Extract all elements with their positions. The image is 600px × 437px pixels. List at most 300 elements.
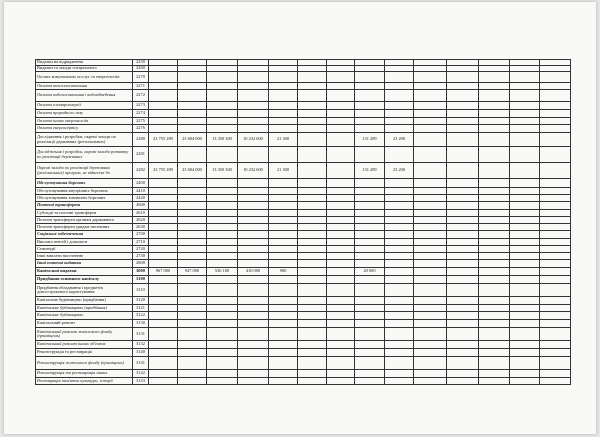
table-row xyxy=(36,217,571,224)
value-cell xyxy=(510,239,540,246)
value-cell xyxy=(355,224,385,231)
value-cell xyxy=(327,276,355,284)
value-cell xyxy=(207,147,238,163)
value-cell xyxy=(355,253,385,260)
value-cell xyxy=(149,118,178,125)
row-label: Поточні трансферти урядам іноземних xyxy=(36,224,133,231)
row-label: Капітальний ремонт житлового фонду (приміщень) xyxy=(36,328,133,341)
value-cell xyxy=(355,231,385,239)
value-cell xyxy=(540,260,571,268)
row-label: Придбання обладнання і предметів довгострокового користування xyxy=(36,284,133,297)
value-cell xyxy=(510,188,540,195)
value-cell xyxy=(238,341,269,349)
value-cell xyxy=(238,102,269,110)
value-cell xyxy=(149,239,178,246)
value-cell: 23 200 xyxy=(385,163,414,179)
value-cell xyxy=(269,328,298,341)
value-cell xyxy=(447,328,479,341)
value-cell xyxy=(269,202,298,210)
value-cell xyxy=(447,297,479,305)
row-label: Капітальне будівництво (придбання) xyxy=(36,305,133,312)
value-cell xyxy=(178,217,207,224)
value-cell xyxy=(178,253,207,260)
value-cell xyxy=(178,125,207,133)
value-cell xyxy=(298,231,327,239)
row-code: 3122 xyxy=(133,312,149,320)
table-row xyxy=(36,253,571,260)
value-cell xyxy=(269,320,298,328)
value-cell xyxy=(385,253,414,260)
table-row xyxy=(36,110,571,118)
value-cell xyxy=(327,370,355,378)
value-cell xyxy=(269,90,298,102)
row-code: 2260 xyxy=(133,66,149,72)
value-cell xyxy=(479,231,510,239)
table-row xyxy=(36,195,571,202)
value-cell xyxy=(385,341,414,349)
value-cell xyxy=(414,276,447,284)
table-row xyxy=(36,378,571,385)
value-cell: 21 300 xyxy=(269,163,298,179)
value-cell xyxy=(385,147,414,163)
row-code: 3141 xyxy=(133,357,149,370)
value-cell xyxy=(207,305,238,312)
value-cell xyxy=(327,72,355,83)
value-cell xyxy=(479,357,510,370)
value-cell: 23 755 289 xyxy=(149,163,178,179)
table-row xyxy=(36,320,571,328)
value-cell xyxy=(298,370,327,378)
row-code: 3140 xyxy=(133,349,149,357)
value-cell xyxy=(355,260,385,268)
row-label: Поточні трансферти xyxy=(36,202,133,210)
value-cell xyxy=(149,195,178,202)
value-cell xyxy=(327,305,355,312)
table-row xyxy=(36,312,571,320)
value-cell xyxy=(479,284,510,297)
value-cell xyxy=(385,210,414,217)
value-cell xyxy=(510,83,540,90)
value-cell xyxy=(298,239,327,246)
value-cell xyxy=(355,246,385,253)
value-cell xyxy=(269,246,298,253)
table-row xyxy=(36,328,571,341)
value-cell xyxy=(510,378,540,385)
value-cell xyxy=(238,83,269,90)
value-cell xyxy=(385,320,414,328)
row-label: Капітальні видатки xyxy=(36,268,133,276)
value-cell xyxy=(385,110,414,118)
value-cell xyxy=(510,72,540,83)
value-cell xyxy=(207,118,238,125)
value-cell xyxy=(207,378,238,385)
value-cell xyxy=(298,349,327,357)
value-cell xyxy=(149,276,178,284)
value-cell xyxy=(207,90,238,102)
table-row xyxy=(36,147,571,163)
value-cell xyxy=(385,370,414,378)
value-cell: 13 350 300 xyxy=(207,163,238,179)
value-cell xyxy=(269,118,298,125)
value-cell xyxy=(540,210,571,217)
row-code: 2281 xyxy=(133,147,149,163)
value-cell xyxy=(414,224,447,231)
value-cell xyxy=(207,253,238,260)
value-cell xyxy=(355,72,385,83)
value-cell xyxy=(479,217,510,224)
row-code: 2620 xyxy=(133,217,149,224)
value-cell xyxy=(414,297,447,305)
value-cell xyxy=(414,147,447,163)
value-cell xyxy=(269,370,298,378)
value-cell xyxy=(447,202,479,210)
value-cell xyxy=(327,102,355,110)
value-cell xyxy=(447,125,479,133)
value-cell xyxy=(447,370,479,378)
value-cell xyxy=(414,83,447,90)
value-cell xyxy=(149,370,178,378)
value-cell xyxy=(479,276,510,284)
value-cell xyxy=(355,125,385,133)
row-code: 2710 xyxy=(133,239,149,246)
row-label: Окремі заходи по реалізації державних (регіональних) програм, не віднесені до xyxy=(36,163,133,179)
value-cell xyxy=(327,195,355,202)
value-cell xyxy=(269,83,298,90)
value-cell xyxy=(327,118,355,125)
value-cell xyxy=(510,202,540,210)
value-cell xyxy=(298,328,327,341)
value-cell xyxy=(178,357,207,370)
value-cell xyxy=(207,328,238,341)
row-label: Дослідження і розробки, окремі заходи розвитку по реалізації державних xyxy=(36,147,133,163)
value-cell xyxy=(479,305,510,312)
value-cell xyxy=(447,305,479,312)
value-cell xyxy=(540,72,571,83)
value-cell xyxy=(207,83,238,90)
value-cell xyxy=(327,253,355,260)
row-code: 2600 xyxy=(133,202,149,210)
value-cell xyxy=(238,246,269,253)
value-cell xyxy=(269,147,298,163)
value-cell xyxy=(385,239,414,246)
value-cell xyxy=(385,312,414,320)
table-row xyxy=(36,357,571,370)
row-code: 2282 xyxy=(133,163,149,179)
value-cell xyxy=(540,179,571,188)
value-cell xyxy=(207,188,238,195)
value-cell xyxy=(327,83,355,90)
value-cell xyxy=(327,284,355,297)
value-cell xyxy=(298,246,327,253)
value-cell xyxy=(479,202,510,210)
value-cell xyxy=(149,125,178,133)
value-cell xyxy=(355,179,385,188)
value-cell xyxy=(355,312,385,320)
value-cell xyxy=(298,125,327,133)
value-cell xyxy=(447,231,479,239)
value-cell xyxy=(414,312,447,320)
value-cell xyxy=(327,217,355,224)
value-cell xyxy=(298,188,327,195)
value-cell xyxy=(178,188,207,195)
value-cell xyxy=(327,357,355,370)
table-row xyxy=(36,102,571,110)
value-cell xyxy=(269,260,298,268)
value-cell xyxy=(447,118,479,125)
value-cell xyxy=(298,378,327,385)
value-cell xyxy=(510,125,540,133)
value-cell xyxy=(385,231,414,239)
value-cell xyxy=(149,328,178,341)
value-cell xyxy=(238,147,269,163)
value-cell xyxy=(269,276,298,284)
table-row xyxy=(36,188,571,195)
value-cell xyxy=(385,195,414,202)
value-cell xyxy=(479,320,510,328)
value-cell xyxy=(510,179,540,188)
value-cell xyxy=(479,297,510,305)
row-label: Оплата електроенергії xyxy=(36,102,133,110)
value-cell xyxy=(355,349,385,357)
value-cell xyxy=(540,268,571,276)
value-cell xyxy=(479,179,510,188)
row-label: Реконструкція житлового фонду (приміщень) xyxy=(36,357,133,370)
value-cell xyxy=(207,276,238,284)
value-cell xyxy=(510,341,540,349)
value-cell xyxy=(385,276,414,284)
value-cell xyxy=(149,83,178,90)
value-cell xyxy=(414,378,447,385)
value-cell xyxy=(414,72,447,83)
row-label: Придбання основного капіталу xyxy=(36,276,133,284)
value-cell xyxy=(327,188,355,195)
value-cell xyxy=(479,253,510,260)
value-cell xyxy=(149,320,178,328)
value-cell xyxy=(269,297,298,305)
value-cell xyxy=(414,90,447,102)
value-cell xyxy=(238,224,269,231)
row-label: Капітальне будівництво (придбання) xyxy=(36,297,133,305)
value-cell xyxy=(510,260,540,268)
value-cell xyxy=(327,179,355,188)
value-cell xyxy=(149,231,178,239)
value-cell xyxy=(447,147,479,163)
value-cell xyxy=(479,349,510,357)
row-label: Поточні трансферти органам державного xyxy=(36,217,133,224)
value-cell xyxy=(238,370,269,378)
value-cell xyxy=(479,260,510,268)
budget-table xyxy=(35,59,571,385)
value-cell xyxy=(510,195,540,202)
value-cell xyxy=(178,239,207,246)
value-cell xyxy=(269,188,298,195)
value-cell xyxy=(540,370,571,378)
value-cell xyxy=(238,328,269,341)
table-row xyxy=(36,163,571,179)
value-cell xyxy=(178,276,207,284)
value-cell xyxy=(414,328,447,341)
value-cell xyxy=(355,195,385,202)
value-cell xyxy=(479,110,510,118)
value-cell: 131 289 xyxy=(355,163,385,179)
value-cell xyxy=(540,217,571,224)
value-cell xyxy=(510,231,540,239)
value-cell: 23 604 000 xyxy=(178,133,207,147)
value-cell xyxy=(355,328,385,341)
value-cell xyxy=(178,202,207,210)
value-cell xyxy=(355,102,385,110)
value-cell xyxy=(178,102,207,110)
value-cell xyxy=(207,231,238,239)
value-cell xyxy=(414,210,447,217)
value-cell xyxy=(355,188,385,195)
table-row xyxy=(36,268,571,276)
value-cell xyxy=(447,179,479,188)
value-cell xyxy=(238,202,269,210)
row-label: Дослідження і розробки, окремі заходи по реалізації державних (регіональних) xyxy=(36,133,133,147)
value-cell xyxy=(355,239,385,246)
value-cell xyxy=(447,253,479,260)
row-code: 2420 xyxy=(133,195,149,202)
table-row xyxy=(36,224,571,231)
value-cell xyxy=(327,125,355,133)
table-row xyxy=(36,297,571,305)
value-cell xyxy=(510,357,540,370)
value-cell xyxy=(207,217,238,224)
value-cell xyxy=(178,179,207,188)
table-row xyxy=(36,284,571,297)
value-cell xyxy=(149,224,178,231)
value-cell xyxy=(327,90,355,102)
value-cell xyxy=(207,102,238,110)
value-cell xyxy=(414,163,447,179)
value-cell xyxy=(355,357,385,370)
value-cell xyxy=(238,378,269,385)
value-cell xyxy=(298,195,327,202)
row-label: Капітальний ремонт інших об'єктів xyxy=(36,341,133,349)
value-cell xyxy=(385,224,414,231)
value-cell xyxy=(207,72,238,83)
value-cell xyxy=(269,357,298,370)
value-cell xyxy=(479,378,510,385)
value-cell xyxy=(479,188,510,195)
value-cell xyxy=(540,231,571,239)
value-cell xyxy=(269,284,298,297)
value-cell xyxy=(178,370,207,378)
value-cell xyxy=(510,90,540,102)
value-cell: 10 232 600 xyxy=(238,163,269,179)
value-cell xyxy=(238,260,269,268)
value-cell xyxy=(510,147,540,163)
value-cell: 10 232 600 xyxy=(238,133,269,147)
value-cell xyxy=(540,163,571,179)
value-cell: 21 300 xyxy=(269,133,298,147)
value-cell xyxy=(238,276,269,284)
value-cell xyxy=(510,297,540,305)
table-row xyxy=(36,239,571,246)
value-cell xyxy=(327,224,355,231)
value-cell xyxy=(269,210,298,217)
value-cell xyxy=(327,297,355,305)
value-cell xyxy=(238,305,269,312)
table-body xyxy=(36,60,571,385)
value-cell xyxy=(447,341,479,349)
value-cell xyxy=(447,188,479,195)
value-cell xyxy=(479,268,510,276)
value-cell xyxy=(510,253,540,260)
value-cell xyxy=(479,246,510,253)
value-cell xyxy=(178,305,207,312)
row-label: Оплата енергосервісу xyxy=(36,125,133,133)
value-cell xyxy=(510,370,540,378)
value-cell xyxy=(269,378,298,385)
value-cell xyxy=(540,253,571,260)
value-cell xyxy=(269,179,298,188)
row-code: 3100 xyxy=(133,276,149,284)
value-cell xyxy=(540,188,571,195)
value-cell xyxy=(178,72,207,83)
value-cell xyxy=(298,320,327,328)
value-cell xyxy=(238,217,269,224)
value-cell xyxy=(207,239,238,246)
value-cell xyxy=(447,90,479,102)
row-label: Субсидії та поточні трансферти xyxy=(36,210,133,217)
row-label: Видатки на відрядження xyxy=(36,60,133,66)
value-cell xyxy=(414,195,447,202)
value-cell xyxy=(510,163,540,179)
value-cell: 967 000 xyxy=(149,268,178,276)
value-cell xyxy=(540,125,571,133)
value-cell xyxy=(149,297,178,305)
value-cell xyxy=(414,188,447,195)
value-cell xyxy=(479,239,510,246)
value-cell xyxy=(178,328,207,341)
value-cell xyxy=(447,195,479,202)
row-label: Оплата природного газу xyxy=(36,110,133,118)
value-cell xyxy=(149,110,178,118)
value-cell xyxy=(447,349,479,357)
value-cell xyxy=(298,276,327,284)
value-cell xyxy=(540,284,571,297)
row-label: Інші поточні видатки xyxy=(36,260,133,268)
value-cell xyxy=(540,378,571,385)
value-cell xyxy=(298,312,327,320)
value-cell xyxy=(385,284,414,297)
value-cell xyxy=(207,202,238,210)
value-cell xyxy=(510,349,540,357)
value-cell xyxy=(540,349,571,357)
value-cell xyxy=(355,110,385,118)
value-cell xyxy=(355,147,385,163)
value-cell xyxy=(238,195,269,202)
value-cell xyxy=(355,284,385,297)
row-label: Оплата теплопостачання xyxy=(36,83,133,90)
row-code: 2276 xyxy=(133,125,149,133)
row-code: 2271 xyxy=(133,83,149,90)
value-cell xyxy=(207,260,238,268)
value-cell xyxy=(178,349,207,357)
value-cell xyxy=(385,102,414,110)
row-label: Реконструкція та реставрація xyxy=(36,349,133,357)
value-cell xyxy=(238,210,269,217)
value-cell: 23 604 000 xyxy=(178,163,207,179)
value-cell xyxy=(414,118,447,125)
value-cell xyxy=(510,328,540,341)
value-cell xyxy=(479,83,510,90)
value-cell xyxy=(149,147,178,163)
value-cell: 900 xyxy=(269,268,298,276)
value-cell xyxy=(385,305,414,312)
